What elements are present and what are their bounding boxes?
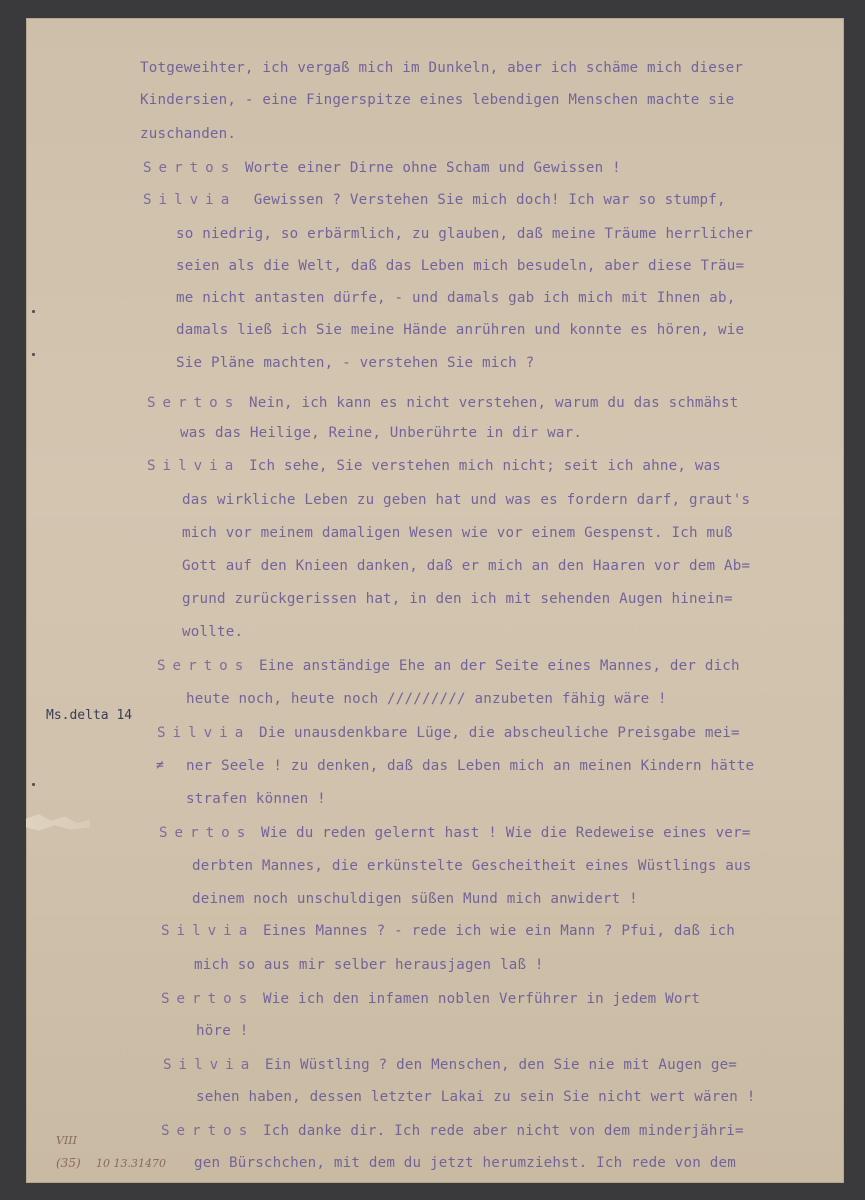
speaker-name: Sertos	[157, 658, 251, 674]
speech-line: Silvia Eines Mannes ? - rede ich wie ein Mann ? Pfui, daß ich	[161, 923, 736, 939]
text-line: wollte.	[182, 624, 244, 640]
margin-dot	[32, 310, 35, 313]
text-line: derbten Mannes, die erkünstelte Gescheitheit eines Wüstlings aus	[192, 858, 752, 874]
margin-dot	[32, 353, 35, 356]
speaker-name: Silvia	[163, 1057, 257, 1073]
text-line: mich vor meinem damaligen Wesen wie vor einem Gespenst. Ich muß	[182, 525, 733, 541]
text-line: strafen können !	[186, 791, 326, 807]
text-line: sehen haben, dessen letzter Lakai zu sein Sie nicht wert wären !	[196, 1089, 756, 1105]
text-line: Gott auf den Knieen danken, daß er mich an den Haaren vor dem Ab=	[182, 558, 751, 574]
speech-line: Sertos Wie du reden gelernt hast ! Wie die Redeweise eines ver=	[159, 825, 751, 841]
document-page	[26, 18, 844, 1183]
speaker-name: Sertos	[161, 991, 255, 1007]
text-line: Sie Pläne machten, - verstehen Sie mich ?	[176, 355, 535, 371]
margin-dot	[32, 783, 35, 786]
text-line: me nicht antasten dürfe, - und damals gab ich mich mit Ihnen ab,	[176, 290, 736, 306]
text-line: damals ließ ich Sie meine Hände anrühren und konnte es hören, wie	[176, 322, 745, 338]
text-line: so niedrig, so erbärmlich, zu glauben, daß meine Träume herrlicher	[176, 226, 753, 242]
text-line: das wirkliche Leben zu geben hat und was es fordern darf, graut's	[182, 492, 751, 508]
pencil-note-catalog: 10 13.31470	[96, 1157, 166, 1170]
pencil-note-roman: VIII	[56, 1134, 77, 1147]
text-line: mich so aus mir selber herausjagen laß !	[194, 957, 544, 973]
speaker-name: Sertos	[161, 1123, 255, 1139]
speaker-name: Silvia	[147, 458, 241, 474]
text-line: heute noch, heute noch ///////// anzubeten fähig wäre !	[186, 691, 667, 707]
margin-note-archive: Ms.delta 14	[46, 708, 133, 723]
speech-line: Sertos Eine anständige Ehe an der Seite eines Mannes, der dich	[157, 658, 740, 674]
speaker-name: Sertos	[159, 825, 253, 841]
text-line: deinem noch unschuldigen süßen Mund mich anwidert !	[192, 891, 638, 907]
text-line: Totgeweihter, ich vergaß mich im Dunkeln, aber ich schäme mich dieser	[140, 60, 744, 76]
speech-line: Sertos Wie ich den infamen noblen Verführer in jedem Wort	[161, 991, 701, 1007]
speech-line: Sertos Nein, ich kann es nicht verstehen, warum du das schmähst	[147, 395, 739, 411]
text-line: zuschanden.	[140, 126, 237, 142]
text-line: grund zurückgerissen hat, in den ich mit sehenden Augen hinein=	[182, 591, 733, 607]
text-line: gen Bürschchen, mit dem du jetzt herumziehst. Ich rede von dem	[194, 1155, 736, 1171]
typed-text	[26, 18, 844, 1183]
speaker-name: Silvia	[143, 192, 237, 208]
text-line: seien als die Welt, daß das Leben mich besudeln, aber diese Träu=	[176, 258, 745, 274]
speech-line: Silvia Ein Wüstling ? den Menschen, den Sie nie mit Augen ge=	[163, 1057, 738, 1073]
speaker-name: Silvia	[161, 923, 255, 939]
speaker-name: Silvia	[157, 725, 251, 741]
speaker-name: Sertos	[147, 395, 241, 411]
text-line: ner Seele ! zu denken, daß das Leben mich an meinen Kindern hätte	[186, 758, 755, 774]
pencil-note-circled: (35)	[56, 1156, 81, 1170]
text-line: höre !	[196, 1023, 249, 1039]
speech-line: Silvia Die unausdenkbare Lüge, die abscheuliche Preisgabe mei=	[157, 725, 740, 741]
speech-line: Sertos Ich danke dir. Ich rede aber nicht von dem minderjähri=	[161, 1123, 744, 1139]
speech-line: Silvia Ich sehe, Sie verstehen mich nicht; seit ich ahne, was	[147, 458, 722, 474]
text-line: Kindersien, - eine Fingerspitze eines lebendigen Menschen machte sie	[140, 92, 735, 108]
speech-line: Silvia Gewissen ? Verstehen Sie mich doch! Ich war so stumpf,	[143, 192, 726, 208]
speaker-name: Sertos	[143, 160, 237, 176]
speech-line: Sertos Worte einer Dirne ohne Scham und Gewissen !	[143, 160, 621, 176]
text-line: was das Heilige, Reine, Unberührte in dir war.	[180, 425, 583, 441]
margin-mark: ≠	[156, 758, 164, 773]
